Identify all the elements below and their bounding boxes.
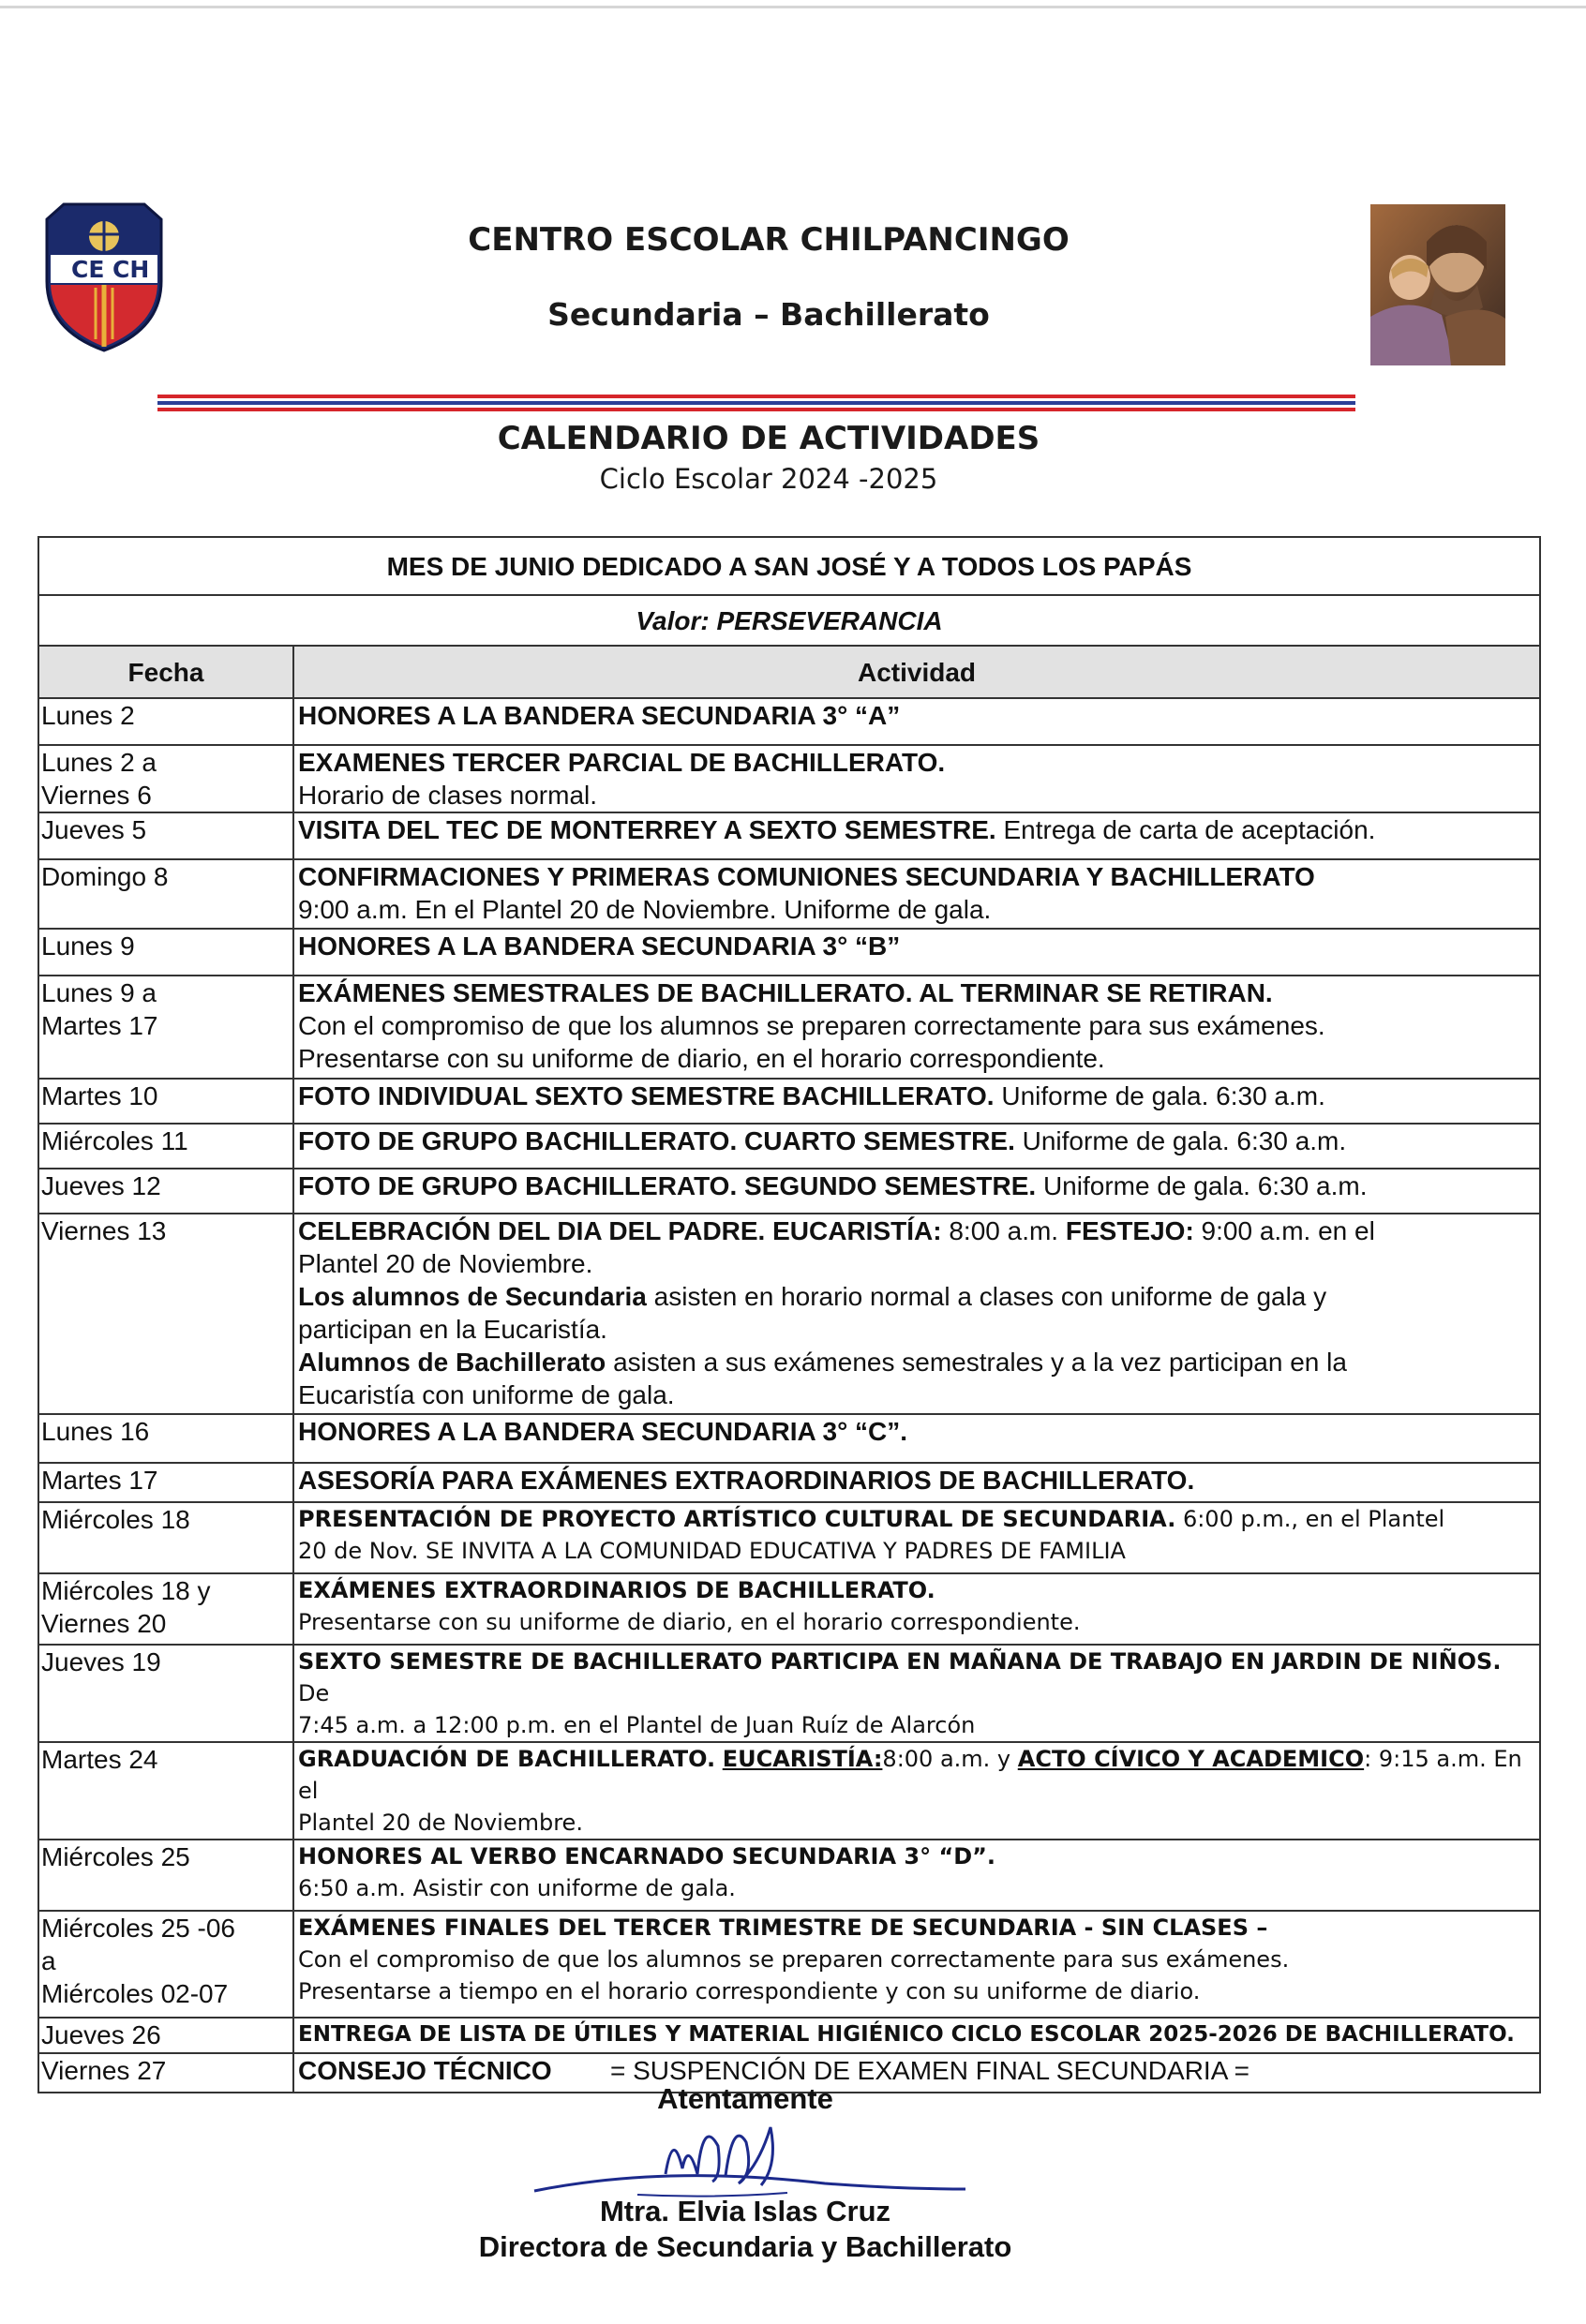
header-stripe-red — [157, 395, 1355, 398]
crest-letters-left: CE — [71, 256, 105, 283]
table-row — [38, 812, 1540, 859]
signer-role: Directora de Secundaria y Bachillerato — [478, 2230, 1012, 2263]
table-row — [38, 1742, 1540, 1840]
row-date: Jueves 26 — [38, 2018, 293, 2053]
header-stripe-blue — [157, 401, 1355, 405]
table-row — [38, 1911, 1540, 2018]
row-date: Viernes 27 — [38, 2053, 293, 2093]
table-row — [38, 1463, 1540, 1502]
activities-table — [37, 536, 1541, 2093]
signer-name: Mtra. Elvia Islas Cruz — [599, 2195, 891, 2227]
row-date: Miércoles 25 — [38, 1840, 293, 1911]
row-activity: FOTO DE GRUPO BACHILLERATO. SEGUNDO SEMESTRE. Uniforme de gala. 6:30 a.m. — [293, 1169, 1540, 1214]
row-activity: GRADUACIÓN DE BACHILLERATO. EUCARISTÍA:8:00 a.m. y ACTO CÍVICO Y ACADEMICO: 9:15 a.m. En el Plantel 20 de Noviembre. — [293, 1742, 1540, 1840]
row-activity: HONORES A LA BANDERA SECUNDARIA 3° “C”. — [293, 1414, 1540, 1463]
row-date: Domingo 8 — [38, 859, 293, 929]
row-activity: CONFIRMACIONES Y PRIMERAS COMUNIONES SECUNDARIA Y BACHILLERATO 9:00 a.m. En el Plantel 20 de Noviembre. Uniforme de gala. — [293, 859, 1540, 929]
row-date: Jueves 19 — [38, 1645, 293, 1742]
row-date: Lunes 9 a Martes 17 — [38, 976, 293, 1079]
month-dedication: MES DE JUNIO DEDICADO A SAN JOSÉ Y A TODOS LOS PAPÁS — [38, 537, 1540, 595]
row-date: Lunes 2 a Viernes 6 — [38, 745, 293, 812]
row-date: Lunes 9 — [38, 929, 293, 976]
row-date: Lunes 16 — [38, 1414, 293, 1463]
header-stripe-red — [157, 408, 1355, 411]
closing-salutation: Atentamente — [657, 2082, 833, 2115]
row-date: Jueves 12 — [38, 1169, 293, 1214]
month-value: Valor: PERSEVERANCIA — [38, 595, 1540, 646]
table-row — [38, 976, 1540, 1079]
row-activity: CONSEJO TÉCNICO = SUSPENCIÓN DE EXAMEN FINAL SECUNDARIA = — [293, 2053, 1540, 2093]
table-row — [38, 1079, 1540, 1124]
row-activity: SEXTO SEMESTRE DE BACHILLERATO PARTICIPA EN MAÑANA DE TRABAJO EN JARDIN DE NIÑOS. De 7:45 a.m. a 12:00 p.m. en el Plantel de Juan Ruíz de Alarcón — [293, 1645, 1540, 1742]
table-row — [38, 859, 1540, 929]
row-activity: FOTO DE GRUPO BACHILLERATO. CUARTO SEMESTRE. Uniforme de gala. 6:30 a.m. — [293, 1124, 1540, 1169]
row-date: Miércoles 18 — [38, 1502, 293, 1573]
column-header-actividad: Actividad — [293, 646, 1540, 698]
row-activity: HONORES A LA BANDERA SECUNDARIA 3° “A” — [293, 698, 1540, 745]
row-date: Martes 10 — [38, 1079, 293, 1124]
row-date: Jueves 5 — [38, 812, 293, 859]
table-row — [38, 929, 1540, 976]
row-activity: CELEBRACIÓN DEL DIA DEL PADRE. EUCARISTÍA: 8:00 a.m. FESTEJO: 9:00 a.m. en el Plantel 20 de Noviembre. Los alumnos de Secundaria asisten en horario normal a clases con uniforme de gala y participan en la Eucaristía. Alumnos de Bachillerato asisten a sus exámenes semestrales y a la vez participan en la Eucaristía con uniforme de gala. — [293, 1214, 1540, 1414]
row-activity: HONORES AL VERBO ENCARNADO SECUNDARIA 3° “D”. 6:50 a.m. Asistir con uniforme de gala. — [293, 1840, 1540, 1911]
row-activity: ASESORÍA PARA EXÁMENES EXTRAORDINARIOS DE BACHILLERATO. — [293, 1463, 1540, 1502]
row-activity: EXÁMENES SEMESTRALES DE BACHILLERATO. AL TERMINAR SE RETIRAN. Con el compromiso de que los alumnos se preparen correctamente para sus exámenes. Presentarse con su uniforme de diario, en el horario correspondiente. — [293, 976, 1540, 1079]
row-date: Lunes 2 — [38, 698, 293, 745]
row-activity: FOTO INDIVIDUAL SEXTO SEMESTRE BACHILLERATO. Uniforme de gala. 6:30 a.m. — [293, 1079, 1540, 1124]
school-level: Secundaria – Bachillerato — [547, 296, 990, 333]
table-row — [38, 1124, 1540, 1169]
row-activity: EXÁMENES EXTRAORDINARIOS DE BACHILLERATO. Presentarse con su uniforme de diario, en el horario correspondiente. — [293, 1573, 1540, 1645]
table-row — [38, 1840, 1540, 1911]
row-activity: EXAMENES TERCER PARCIAL DE BACHILLERATO. Horario de clases normal. — [293, 745, 1540, 812]
table-row — [38, 698, 1540, 745]
table-row — [38, 1573, 1540, 1645]
row-activity: ENTREGA DE LISTA DE ÚTILES Y MATERIAL HIGIÉNICO CICLO ESCOLAR 2025-2026 DE BACHILLERATO. — [293, 2018, 1540, 2053]
row-date: Miércoles 18 y Viernes 20 — [38, 1573, 293, 1645]
table-row — [38, 1169, 1540, 1214]
saint-joseph-image — [1370, 204, 1505, 365]
school-name: CENTRO ESCOLAR CHILPANCINGO — [468, 221, 1070, 259]
table-row — [38, 2018, 1540, 2053]
calendar-title: CALENDARIO DE ACTIVIDADES — [497, 420, 1040, 457]
row-date: Martes 24 — [38, 1742, 293, 1840]
page-top-edge — [0, 6, 1586, 8]
row-date: Viernes 13 — [38, 1214, 293, 1414]
row-activity: VISITA DEL TEC DE MONTERREY A SEXTO SEMESTRE. Entrega de carta de aceptación. — [293, 812, 1540, 859]
table-row — [38, 1214, 1540, 1414]
table-row — [38, 1502, 1540, 1573]
table-row — [38, 1414, 1540, 1463]
row-activity: HONORES A LA BANDERA SECUNDARIA 3° “B” — [293, 929, 1540, 976]
row-activity: PRESENTACIÓN DE PROYECTO ARTÍSTICO CULTURAL DE SECUNDARIA. 6:00 p.m., en el Plantel 20 de Nov. SE INVITA A LA COMUNIDAD EDUCATIVA Y PADRES DE FAMILIA — [293, 1502, 1540, 1573]
crest-letters-right: CH — [112, 256, 150, 283]
row-date: Miércoles 11 — [38, 1124, 293, 1169]
row-date: Miércoles 25 -06 a Miércoles 02-07 — [38, 1911, 293, 2018]
school-cycle: Ciclo Escolar 2024 -2025 — [599, 463, 938, 495]
table-row — [38, 745, 1540, 812]
table-row — [38, 1645, 1540, 1742]
row-date: Martes 17 — [38, 1463, 293, 1502]
row-activity: EXÁMENES FINALES DEL TERCER TRIMESTRE DE SECUNDARIA - SIN CLASES – Con el compromiso de que los alumnos se preparen correctamente para sus exámenes. Presentarse a tiempo en el horario correspondiente y con su uniforme de diario. — [293, 1911, 1540, 2018]
column-header-fecha: Fecha — [38, 646, 293, 698]
